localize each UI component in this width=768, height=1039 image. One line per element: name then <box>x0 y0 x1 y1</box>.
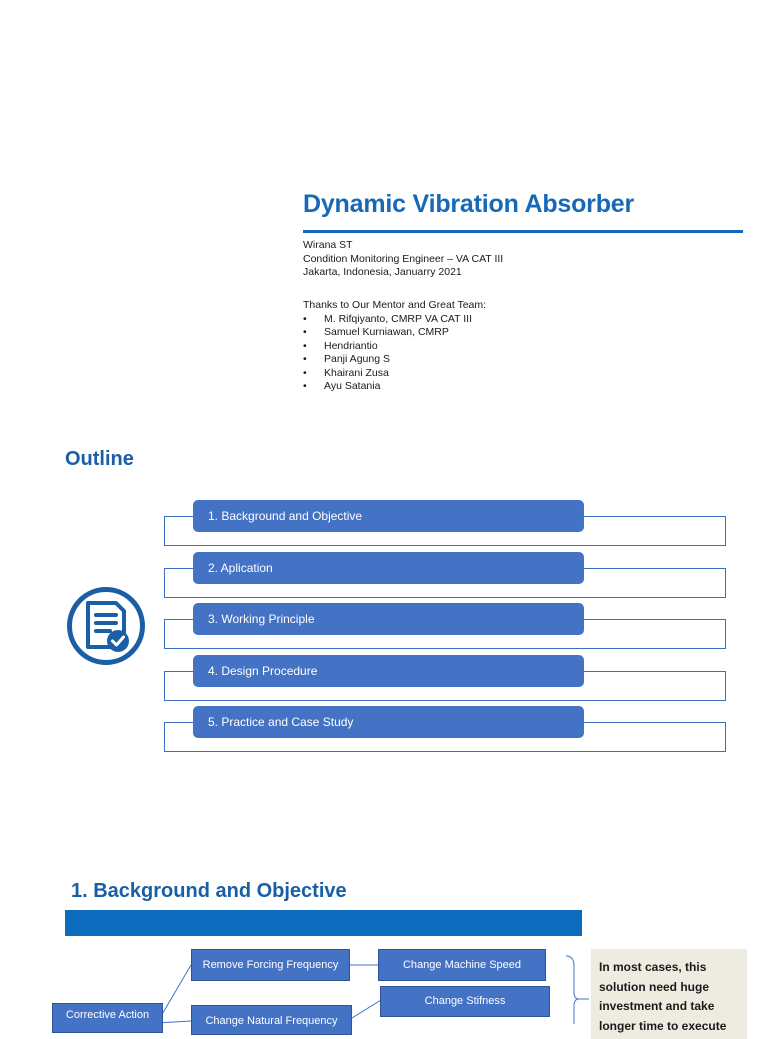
diagram-box-remove-forcing: Remove Forcing Frequency <box>191 949 350 981</box>
diagram-box-change-stiffness: Change Stifness <box>380 986 550 1017</box>
outline-item-label: 4. Design Procedure <box>193 655 584 687</box>
outline-item-label: 5. Practice and Case Study <box>193 706 584 738</box>
team-member: • Hendriantio <box>303 340 486 354</box>
section-header-bar <box>65 910 582 936</box>
thanks-heading: Thanks to Our Mentor and Great Team: <box>303 299 487 311</box>
diagram-box-change-natural-frequency: Change Natural Frequency <box>191 1005 352 1035</box>
outline-item <box>164 500 726 552</box>
author-name: Wirana ST <box>303 239 353 251</box>
page-title: Dynamic Vibration Absorber <box>303 190 634 218</box>
note-box: In most cases, this solution need huge investment and take longer time to execute <box>591 949 747 1039</box>
outline-item <box>164 603 726 655</box>
diagram-box-change-speed: Change Machine Speed <box>378 949 546 981</box>
section-heading: 1. Background and Objective <box>71 880 347 902</box>
team-member: • Panji Agung S <box>303 353 486 367</box>
thanks-block <box>303 299 486 394</box>
outline-item <box>164 706 726 758</box>
outline-item-label: 3. Working Principle <box>193 603 584 635</box>
outline-item-label: 1. Background and Objective <box>193 500 584 532</box>
outline-item <box>164 655 726 707</box>
team-list <box>303 313 486 394</box>
team-member: • Samuel Kurniawan, CMRP <box>303 326 486 340</box>
document-check-icon <box>66 586 146 666</box>
outline-item-label: 2. Aplication <box>193 552 584 584</box>
author-location-date: Jakarta, Indonesia, Januarry 2021 <box>303 266 462 278</box>
outline-heading: Outline <box>65 448 134 470</box>
outline-list <box>164 500 726 758</box>
author-block <box>303 239 503 280</box>
team-member: • Ayu Satania <box>303 380 486 394</box>
diagram-box-corrective-action: Corrective Action <box>52 1003 163 1033</box>
outline-item <box>164 552 726 604</box>
team-member: • Khairani Zusa <box>303 367 486 381</box>
title-underline <box>303 230 743 233</box>
author-role: Condition Monitoring Engineer – VA CAT III <box>303 252 504 265</box>
team-member: • M. Rifqiyanto, CMRP VA CAT III <box>303 313 486 327</box>
